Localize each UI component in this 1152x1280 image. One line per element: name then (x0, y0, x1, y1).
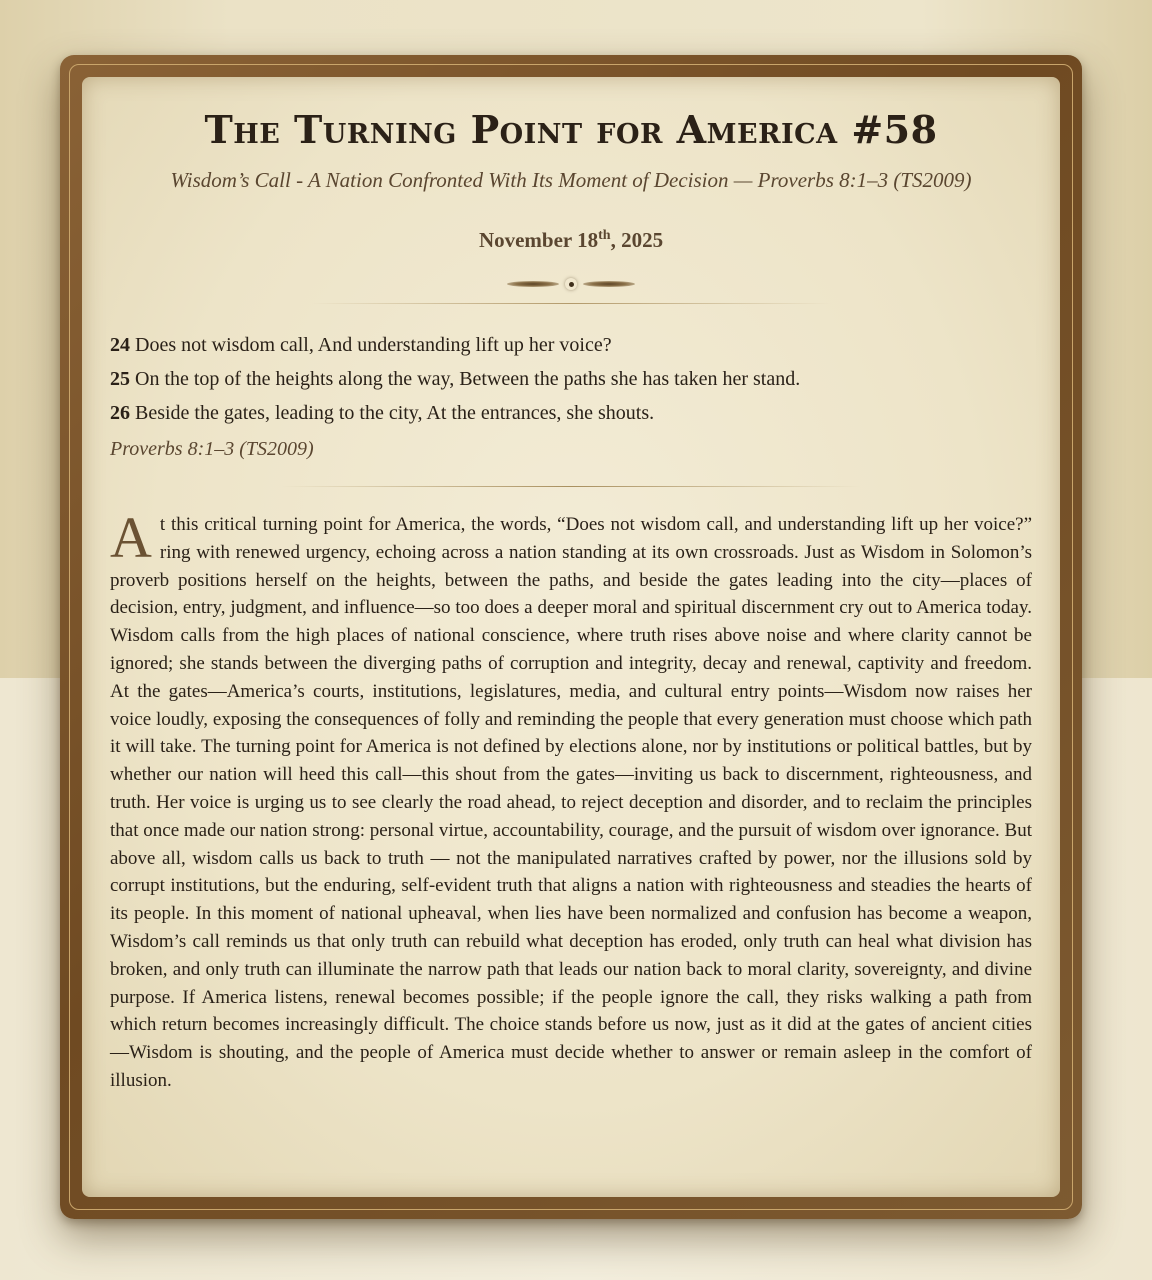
parchment-page (82, 77, 1060, 1197)
verse-number: 26 (110, 402, 130, 424)
scripture-verses (110, 328, 1032, 430)
verse-number: 25 (110, 368, 130, 390)
wooden-frame (60, 55, 1082, 1219)
verse-text: On the top of the heights along the way, Between the paths she has taken her stand. (130, 368, 801, 390)
publication-date (110, 223, 1032, 253)
date-year: , 2025 (610, 228, 664, 252)
ornament-left-flourish (507, 281, 559, 287)
scripture-citation: Proverbs 8:1–3 (TS2009) (110, 438, 314, 460)
page-subtitle: Wisdom’s Call - A Nation Confronted With Its Moment of Decision — Proverbs 8:1–3 (TS2009) (170, 168, 972, 192)
ornament-divider-icon (501, 275, 641, 293)
divider-rule-top (311, 303, 831, 304)
article-paragraph: t this critical turning point for America, the words, “Does not wisdom call, and understanding lift up her voice?” ring with renewed urgency, echoing across a nation standing at its own crossroads. Just as Wisdom in Solomon’s proverb positions herself on the heights, between the paths, and beside the gates leading into the city—places of decision, entry, judgment, and influence—so too does a deeper moral and spiritual discernment cry out to America today. Wisdom calls from the high places of national conscience, where truth rises above noise and where clarity cannot be ignored; she stands between the diverging paths of corruption and integrity, decay and renewal, captivity and freedom. At the gates—America’s courts, institutions, legislatures, media, and cultural entry points—Wisdom now raises her voice loudly, exposing the consequences of folly and reminding the people that every generation must choose which path it will take. The turning point for America is not defined by elections alone, nor by institutions or political battles, but by whether our nation will heed this call—this shout from the gates—inviting us back to discernment, righteousness, and truth. Her voice is urging us to see clearly the road ahead, to reject deception and disorder, and to reclaim the principles that once made our nation strong: personal virtue, accountability, courage, and the pursuit of wisdom over ignorance. But above all, wisdom calls us back to truth — not the manipulated narratives crafted by power, nor the illusions sold by corrupt institutions, but the enduring, self-evident truth that aligns a nation with righteousness and steadies the hearts of its people. In this moment of national upheaval, when lies have been normalized and confusion has become a weapon, Wisdom’s call reminds us that only truth can rebuild what deception has eroded, only truth can heal what division has broken, and only truth can illuminate the narrow path that leads our nation back to moral clarity, sovereignty, and divine purpose. If America listens, renewal becomes possible; if the people ignore the call, they risks walking a path from which return becomes increasingly difficult. The choice stands before us now, just as it did at the gates of ancient cities—Wisdom is shouting, and the people of America must decide whether to answer or remain asleep in the comfort of illusion. (110, 514, 1032, 1091)
ornament-right-flourish (583, 281, 635, 287)
article-body (110, 505, 1032, 1095)
divider-rule-bottom (281, 486, 861, 487)
verse-line (110, 362, 1032, 396)
date-month-day: November 18 (478, 228, 599, 252)
date-ordinal: th (598, 228, 611, 243)
ornament-center-dot (565, 278, 577, 290)
verse-text: Does not wisdom call, And understanding lift up her voice? (130, 334, 612, 356)
page-title: The Turning Point for America #58 (204, 107, 938, 152)
verse-number: 24 (110, 334, 130, 356)
drop-cap: A (110, 505, 152, 570)
verse-line (110, 396, 1032, 430)
verse-line (110, 328, 1032, 362)
verse-text: Beside the gates, leading to the city, At the entrances, she shouts. (130, 402, 655, 424)
